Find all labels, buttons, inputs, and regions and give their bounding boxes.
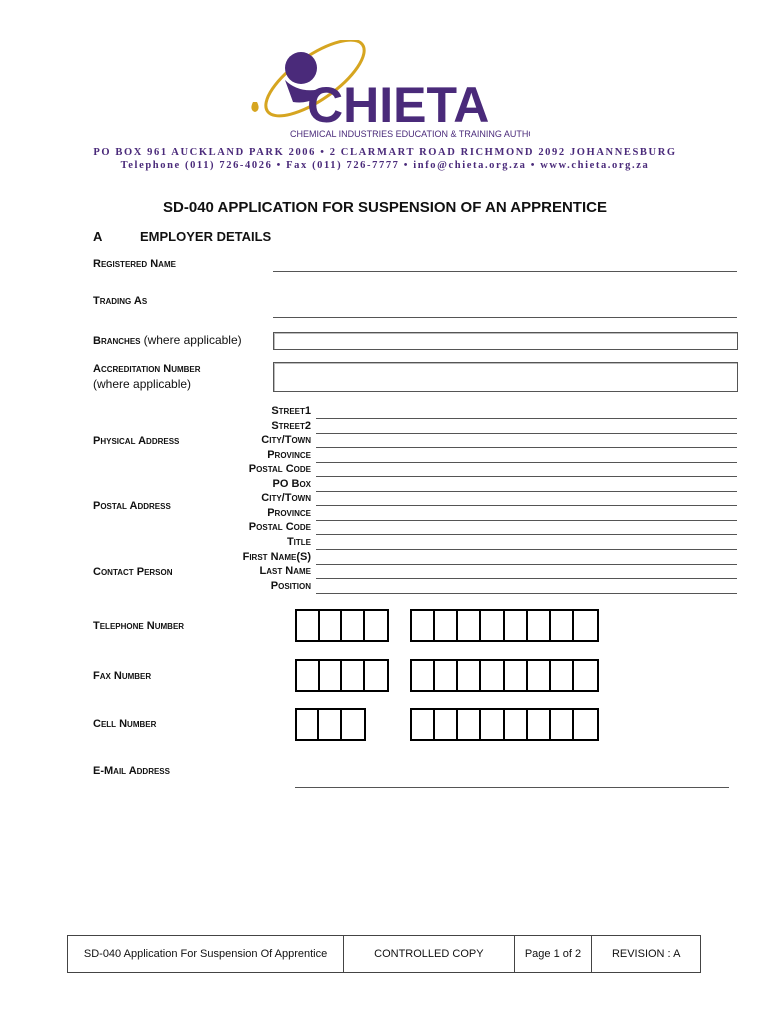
postal-code2-label: Postal Code	[248, 521, 311, 533]
footer-revision: REVISION : A	[611, 948, 681, 960]
accreditation-note: (where applicable)	[93, 377, 192, 391]
fax-label: Fax Number	[93, 670, 152, 682]
last-name-field[interactable]	[316, 578, 737, 579]
position-field[interactable]	[316, 593, 737, 594]
cell-code-cells[interactable]	[295, 708, 366, 741]
branches-note: (where applicable)	[143, 333, 242, 347]
header-contact: Telephone (011) 726-4026 • Fax (011) 726-7777 • info@chieta.org.za • www.chieta.org.za	[120, 160, 650, 171]
street2-label: Street2	[271, 420, 311, 432]
logo-wordmark: CHIETA	[307, 77, 490, 133]
footer-page: Page 1 of 2	[515, 936, 593, 972]
street2-field[interactable]	[316, 433, 737, 434]
section-title: EMPLOYER DETAILS	[140, 229, 272, 244]
postal-code1-field[interactable]	[316, 476, 737, 477]
last-name-label: Last Name	[259, 565, 311, 577]
fax-number-cells[interactable]	[410, 659, 599, 692]
postal-code1-label: Postal Code	[248, 463, 311, 475]
branches-label	[93, 333, 242, 347]
registered-name-label: Registered Name	[93, 258, 176, 270]
street1-label: Street1	[271, 405, 311, 417]
branches-field[interactable]	[273, 332, 738, 350]
branches-label-text: Branches	[93, 335, 141, 347]
postal-code2-field[interactable]	[316, 534, 737, 535]
chieta-logo	[245, 40, 530, 140]
header-address: PO BOX 961 AUCKLAND PARK 2006 • 2 CLARMART ROAD RICHMOND 2092 JOHANNESBURG	[93, 147, 677, 158]
trading-as-field[interactable]	[273, 317, 737, 318]
postal-address-label: Postal Address	[93, 500, 171, 512]
section-letter: A	[93, 229, 103, 244]
contact-person-label: Contact Person	[93, 566, 173, 578]
footer-table	[67, 935, 701, 973]
po-box-label: PO Box	[272, 478, 311, 490]
province2-field[interactable]	[316, 520, 737, 521]
accreditation-label: Accreditation Number	[93, 363, 201, 375]
telephone-number-cells[interactable]	[410, 609, 599, 642]
telephone-label: Telephone Number	[93, 620, 185, 632]
cell-label: Cell Number	[93, 718, 157, 730]
po-box-field[interactable]	[316, 491, 737, 492]
accreditation-note-wrap	[93, 377, 191, 391]
title-label: Title	[286, 536, 311, 548]
city1-label: City/Town	[261, 434, 311, 446]
position-label: Position	[270, 580, 311, 592]
province2-label: Province	[267, 507, 311, 519]
city2-label: City/Town	[261, 492, 311, 504]
telephone-code-cells[interactable]	[295, 609, 389, 642]
province1-label: Province	[267, 449, 311, 461]
email-label: E-Mail Address	[93, 765, 170, 777]
cell-number-cells[interactable]	[410, 708, 599, 741]
province1-field[interactable]	[316, 462, 737, 463]
form-title: SD-040 APPLICATION FOR SUSPENSION OF AN APPRENTICE	[163, 199, 607, 216]
footer-copy: CONTROLLED COPY	[344, 936, 514, 972]
first-names-field[interactable]	[316, 564, 737, 565]
first-names-label: First Name(S)	[242, 551, 311, 563]
title-field[interactable]	[316, 549, 737, 550]
footer-doc-name: SD-040 Application For Suspension Of Apprentice	[68, 936, 344, 972]
trading-as-label: Trading As	[93, 295, 148, 307]
street1-field[interactable]	[316, 418, 737, 419]
city1-field[interactable]	[316, 447, 737, 448]
physical-address-label: Physical Address	[93, 435, 180, 447]
registered-name-field[interactable]	[273, 271, 737, 272]
logo-subtitle: CHEMICAL INDUSTRIES EDUCATION & TRAINING AUTHORITY	[290, 129, 530, 139]
fax-code-cells[interactable]	[295, 659, 389, 692]
accreditation-field[interactable]	[273, 362, 738, 392]
city2-field[interactable]	[316, 505, 737, 506]
email-field[interactable]	[295, 787, 729, 788]
